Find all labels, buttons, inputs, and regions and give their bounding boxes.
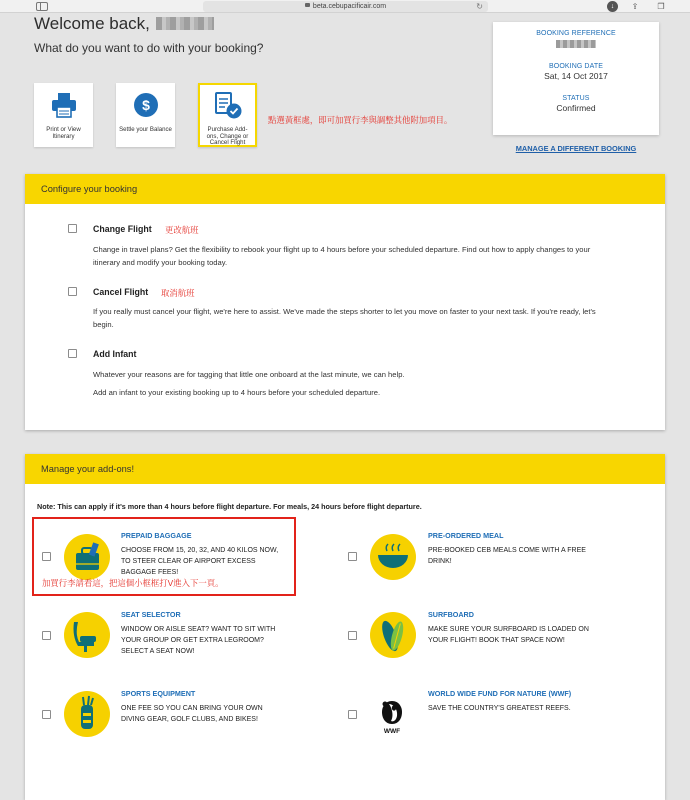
baggage-icon: [64, 534, 110, 580]
status-value: Confirmed: [556, 103, 596, 113]
seat-selector-desc-line: SELECT A SEAT NOW!: [121, 648, 195, 656]
configure-booking-panel: [25, 174, 665, 430]
surfboard-icon: [370, 612, 416, 658]
baggage-annotation: 加買行李請看這，把這個小框框打V進入下一頁。: [42, 578, 224, 588]
prepaid-baggage-checkbox[interactable]: [42, 552, 51, 561]
booking-question: What do you want to do with your booking?: [34, 41, 264, 55]
surfboard-desc-line: YOUR FLIGHT! BOOK THAT SPACE NOW!: [428, 637, 565, 645]
dollar-icon: [132, 91, 160, 119]
seat-selector-checkbox[interactable]: [42, 631, 51, 640]
surfboard-checkbox[interactable]: [348, 631, 357, 640]
prepaid-baggage-desc-line: BAGGAGE FEES!: [121, 569, 179, 577]
booking-date-label: BOOKING DATE: [549, 63, 603, 70]
document-check-icon: [213, 91, 243, 121]
prepaid-baggage-desc-line: TO STEER CLEAR OF AIRPORT EXCESS: [121, 558, 256, 566]
tabs-icon[interactable]: ❐: [657, 2, 665, 11]
add-infant-desc-line: Add an infant to your existing booking up to 4 hours before your scheduled departure.: [93, 388, 381, 397]
address-bar[interactable]: [203, 1, 488, 12]
prepaid-baggage-desc-line: CHOOSE FROM 15, 20, 32, AND 40 KILOS NOW,: [121, 547, 279, 554]
welcome-heading: [34, 14, 214, 34]
prepaid-baggage-title: PREPAID BAGGAGE: [121, 531, 192, 540]
add-infant-desc-line: Whatever your reasons are for tagging that little one onboard at the last minute, we can help.: [93, 370, 405, 379]
configure-booking-header: Configure your booking: [25, 174, 665, 204]
wwf-desc-line: SAVE THE COUNTRY'S GREATEST REEFS.: [428, 705, 571, 712]
wwf-panda-icon: [377, 699, 407, 735]
addons-header: Manage your add-ons!: [25, 454, 665, 484]
action-annotation: 點選黃框處，即可加買行李與調整其他附加項目。: [268, 115, 453, 125]
change-flight-desc-line: itinerary and modify your booking today.: [93, 258, 228, 267]
wwf-checkbox[interactable]: [348, 710, 357, 719]
blurred-booking-reference: [556, 40, 596, 48]
reload-icon[interactable]: ↻: [476, 2, 483, 11]
svg-text:$: $: [141, 97, 150, 113]
sports-equipment-checkbox[interactable]: [42, 710, 51, 719]
surfboard-desc: [428, 624, 589, 646]
seat-selector-desc: [121, 624, 275, 658]
url-text: beta.cebupacificair.com: [312, 3, 387, 10]
blurred-name: [156, 17, 214, 30]
lock-icon: [305, 3, 310, 7]
pre-ordered-meal-desc-line: PRE-BOOKED CEB MEALS COME WITH A FREE: [428, 547, 586, 554]
add-infant-desc: [93, 368, 653, 399]
settle-balance-label: Settle your Balance: [119, 126, 172, 133]
seat-selector-title: SEAT SELECTOR: [121, 610, 181, 619]
sports-equipment-title: SPORTS EQUIPMENT: [121, 689, 196, 698]
change-flight-checkbox[interactable]: [68, 224, 77, 233]
browser-toolbar: [0, 0, 690, 13]
printer-icon: [50, 91, 78, 119]
purchase-addons-label: Purchase Add-ons, Change or Cancel Flight: [206, 126, 249, 147]
seat-selector-desc-line: YOUR GROUP OR GET EXTRA LEGROOM?: [121, 637, 264, 645]
sports-equipment-desc: [121, 703, 263, 725]
booking-reference-label: BOOKING REFERENCE: [536, 30, 616, 37]
sports-equipment-desc-line: DIVING GEAR, GOLF CLUBS, AND BIKES!: [121, 716, 258, 724]
manage-different-booking-link[interactable]: MANAGE A DIFFERENT BOOKING: [515, 144, 637, 153]
sports-equipment-desc-line: ONE FEE SO YOU CAN BRING YOUR OWN: [121, 705, 263, 712]
wwf-title: WORLD WIDE FUND FOR NATURE (WWF): [428, 689, 572, 698]
pre-ordered-meal-desc-line: DRINK!: [428, 558, 452, 566]
meal-bowl-icon: [370, 534, 416, 580]
share-icon[interactable]: ⇪: [631, 2, 639, 11]
download-icon[interactable]: ↓: [607, 1, 618, 12]
golf-bag-icon: [64, 691, 110, 737]
sidebar-toggle-icon[interactable]: [36, 2, 48, 11]
wwf-desc: [428, 703, 571, 714]
change-flight-desc-line: Change in travel plans? Get the flexibility to rebook your flight up to 4 hours before your scheduled departure. Find out how to apply changes to your: [93, 245, 591, 254]
settle-balance-card[interactable]: [116, 83, 175, 147]
cancel-flight-desc-line: begin.: [93, 320, 114, 329]
change-flight-title: Change Flight: [93, 224, 152, 234]
wwf-logo-text: WWF: [383, 728, 401, 735]
addons-note: Note: This can apply if it's more than 4 hours before flight departure. For meals, 24 hours before flight departure.: [37, 502, 422, 511]
pre-ordered-meal-title: PRE-ORDERED MEAL: [428, 531, 504, 540]
addons-panel: [25, 454, 665, 800]
cancel-flight-annotation: 取消航班: [161, 288, 195, 298]
surfboard-title: SURFBOARD: [428, 610, 474, 619]
seat-selector-desc-line: WINDOW OR AISLE SEAT? WANT TO SIT WITH: [121, 626, 276, 633]
purchase-addons-card[interactable]: [198, 83, 257, 147]
surfboard-desc-line: MAKE SURE YOUR SURFBOARD IS LOADED ON: [428, 626, 589, 633]
add-infant-title: Add Infant: [93, 349, 137, 359]
cancel-flight-checkbox[interactable]: [68, 287, 77, 296]
cancel-flight-desc: [93, 305, 653, 331]
print-itinerary-card[interactable]: [34, 83, 93, 147]
status-label: STATUS: [562, 95, 590, 102]
welcome-text: Welcome back,: [34, 14, 150, 33]
pre-ordered-meal-checkbox[interactable]: [348, 552, 357, 561]
print-itinerary-label: Print or View Itinerary: [46, 126, 81, 140]
booking-info-box: [493, 22, 659, 135]
cancel-flight-desc-line: If you really must cancel your flight, we're here to assist. We've made the steps shorter to let you move on faster to your next task. If you're ready, let's: [93, 307, 596, 316]
change-flight-desc: [93, 243, 653, 269]
cancel-flight-title: Cancel Flight: [93, 287, 149, 297]
pre-ordered-meal-desc: [428, 545, 586, 567]
change-flight-annotation: 更改航班: [165, 225, 199, 235]
seat-icon: [64, 612, 110, 658]
booking-date-value: Sat, 14 Oct 2017: [544, 71, 608, 81]
prepaid-baggage-desc: [121, 545, 278, 579]
add-infant-checkbox[interactable]: [68, 349, 77, 358]
